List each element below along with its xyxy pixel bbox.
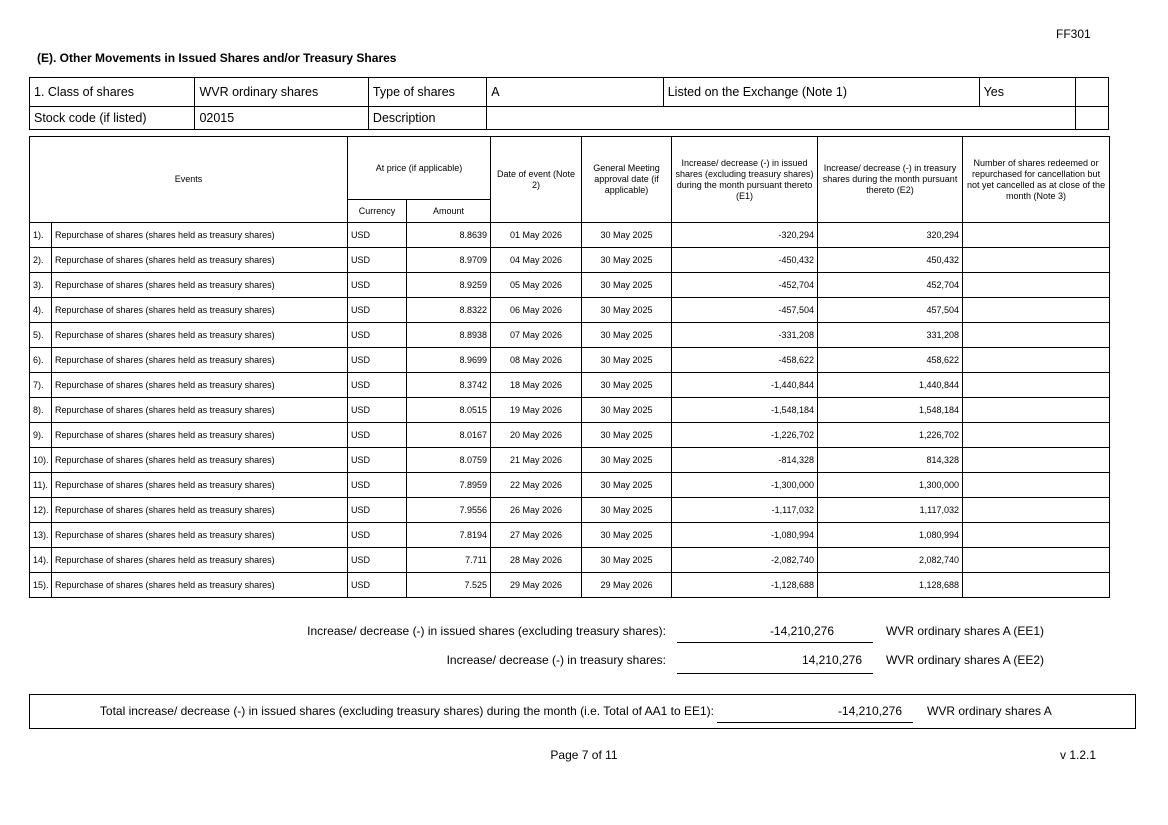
- listed-extra-cell: [1075, 78, 1108, 107]
- redeemed-cell: [963, 323, 1110, 348]
- total-value: -14,210,276: [837, 704, 902, 718]
- e2-cell: 458,622: [818, 348, 963, 373]
- e2-cell: 2,082,740: [818, 548, 963, 573]
- currency-cell: USD: [348, 498, 407, 523]
- event-description: Repurchase of shares (shares held as treasury shares): [52, 548, 348, 573]
- date-of-event-cell: 04 May 2026: [491, 248, 582, 273]
- row-number: 3).: [30, 273, 52, 298]
- e2-cell: 450,432: [818, 248, 963, 273]
- date-of-event-cell: 06 May 2026: [491, 298, 582, 323]
- e2-cell: 452,704: [818, 273, 963, 298]
- e1-cell: -2,082,740: [672, 548, 818, 573]
- redeemed-header: Number of shares redeemed or repurchased for cancellation but not yet cancelled as at close of the month (Note 3): [963, 137, 1110, 223]
- table-row: [30, 223, 1110, 248]
- e1-cell: -452,704: [672, 273, 818, 298]
- e1-header: Increase/ decrease (-) in issued shares (excluding treasury shares) during the month pursuant thereto (E1): [672, 137, 818, 223]
- class-of-shares-value: WVR ordinary shares: [195, 78, 368, 107]
- currency-cell: USD: [348, 548, 407, 573]
- e2-cell: 1,080,994: [818, 523, 963, 548]
- description-value: [487, 107, 1076, 130]
- currency-header: Currency: [348, 200, 407, 223]
- date-of-event-cell: 08 May 2026: [491, 348, 582, 373]
- redeemed-cell: [963, 573, 1110, 598]
- redeemed-cell: [963, 348, 1110, 373]
- amount-cell: 8.3742: [407, 373, 491, 398]
- date-of-event-cell: 22 May 2026: [491, 473, 582, 498]
- section-title: (E). Other Movements in Issued Shares and/or Treasury Shares: [37, 51, 397, 65]
- e1-cell: -320,294: [672, 223, 818, 248]
- row-number: 12).: [30, 498, 52, 523]
- amount-header: Amount: [407, 200, 491, 223]
- table-row: [30, 248, 1110, 273]
- total-label: Total increase/ decrease (-) in issued shares (excluding treasury shares) during the month (i.e. Total of AA1 to EE1):: [99, 704, 714, 718]
- class-of-shares-label: 1. Class of shares: [30, 78, 195, 107]
- row-number: 14).: [30, 548, 52, 573]
- row-number: 7).: [30, 373, 52, 398]
- e2-cell: 1,117,032: [818, 498, 963, 523]
- e1-cell: -457,504: [672, 298, 818, 323]
- e1-cell: -1,440,844: [672, 373, 818, 398]
- redeemed-cell: [963, 423, 1110, 448]
- currency-cell: USD: [348, 373, 407, 398]
- e2-header: Increase/ decrease (-) in treasury shares during the month pursuant thereto (E2): [818, 137, 963, 223]
- e2-cell: 331,208: [818, 323, 963, 348]
- event-description: Repurchase of shares (shares held as treasury shares): [52, 223, 348, 248]
- currency-cell: USD: [348, 223, 407, 248]
- date-of-event-cell: 20 May 2026: [491, 423, 582, 448]
- table-row: [30, 523, 1110, 548]
- row-number: 9).: [30, 423, 52, 448]
- listed-label: Listed on the Exchange (Note 1): [663, 78, 979, 107]
- ee2-unit: WVR ordinary shares A (EE2): [886, 653, 1045, 667]
- e1-cell: -458,622: [672, 348, 818, 373]
- currency-cell: USD: [348, 573, 407, 598]
- row-number: 13).: [30, 523, 52, 548]
- row-number: 11).: [30, 473, 52, 498]
- at-price-header: At price (if applicable): [348, 137, 491, 200]
- e2-cell: 457,504: [818, 298, 963, 323]
- redeemed-cell: [963, 473, 1110, 498]
- row-number: 2).: [30, 248, 52, 273]
- amount-cell: 7.8194: [407, 523, 491, 548]
- row-number: 10).: [30, 448, 52, 473]
- ee1-unit: WVR ordinary shares A (EE1): [886, 624, 1045, 638]
- event-description: Repurchase of shares (shares held as treasury shares): [52, 398, 348, 423]
- event-description: Repurchase of shares (shares held as treasury shares): [52, 373, 348, 398]
- amount-cell: 8.9709: [407, 248, 491, 273]
- e1-cell: -1,548,184: [672, 398, 818, 423]
- ee1-label: Increase/ decrease (-) in issued shares (excluding treasury shares):: [307, 624, 666, 638]
- event-description: Repurchase of shares (shares held as treasury shares): [52, 348, 348, 373]
- currency-cell: USD: [348, 523, 407, 548]
- e2-cell: 1,226,702: [818, 423, 963, 448]
- date-of-event-cell: 19 May 2026: [491, 398, 582, 423]
- date-of-event-cell: 29 May 2026: [491, 573, 582, 598]
- amount-cell: 7.711: [407, 548, 491, 573]
- type-of-shares-value: A: [487, 78, 663, 107]
- amount-cell: 8.0515: [407, 398, 491, 423]
- e1-cell: -1,117,032: [672, 498, 818, 523]
- e1-cell: -1,128,688: [672, 573, 818, 598]
- table-row: [30, 348, 1110, 373]
- gm-approval-date-header: General Meeting approval date (if applicable): [582, 137, 672, 223]
- date-of-event-cell: 05 May 2026: [491, 273, 582, 298]
- table-row: [30, 373, 1110, 398]
- currency-cell: USD: [348, 273, 407, 298]
- e2-cell: 1,548,184: [818, 398, 963, 423]
- ee2-label: Increase/ decrease (-) in treasury shares:: [446, 653, 666, 667]
- amount-cell: 7.9556: [407, 498, 491, 523]
- e2-cell: 814,328: [818, 448, 963, 473]
- stock-code-label: Stock code (if listed): [30, 107, 195, 130]
- currency-cell: USD: [348, 248, 407, 273]
- gm-approval-date-cell: 30 May 2025: [582, 223, 672, 248]
- row-number: 6).: [30, 348, 52, 373]
- amount-cell: 8.0167: [407, 423, 491, 448]
- row-number: 8).: [30, 398, 52, 423]
- ee1-underline: [677, 642, 873, 643]
- table-row: [30, 323, 1110, 348]
- amount-cell: 7.8959: [407, 473, 491, 498]
- currency-cell: USD: [348, 298, 407, 323]
- event-description: Repurchase of shares (shares held as treasury shares): [52, 298, 348, 323]
- event-description: Repurchase of shares (shares held as treasury shares): [52, 248, 348, 273]
- table-row: [30, 448, 1110, 473]
- ee2-value: 14,210,276: [801, 653, 862, 667]
- e1-cell: -1,300,000: [672, 473, 818, 498]
- e2-cell: 1,300,000: [818, 473, 963, 498]
- gm-approval-date-cell: 30 May 2025: [582, 373, 672, 398]
- e1-cell: -814,328: [672, 448, 818, 473]
- description-label: Description: [368, 107, 486, 130]
- gm-approval-date-cell: 30 May 2025: [582, 248, 672, 273]
- gm-approval-date-cell: 30 May 2025: [582, 323, 672, 348]
- currency-cell: USD: [348, 323, 407, 348]
- redeemed-cell: [963, 548, 1110, 573]
- date-of-event-cell: 01 May 2026: [491, 223, 582, 248]
- amount-cell: 8.8322: [407, 298, 491, 323]
- currency-cell: USD: [348, 423, 407, 448]
- type-of-shares-label: Type of shares: [368, 78, 486, 107]
- table-row: [30, 398, 1110, 423]
- gm-approval-date-cell: 30 May 2025: [582, 473, 672, 498]
- row-number: 5).: [30, 323, 52, 348]
- table-row: [30, 473, 1110, 498]
- row-number: 15).: [30, 573, 52, 598]
- total-unit: WVR ordinary shares A: [927, 704, 1052, 718]
- date-of-event-cell: 27 May 2026: [491, 523, 582, 548]
- currency-cell: USD: [348, 448, 407, 473]
- redeemed-cell: [963, 373, 1110, 398]
- share-info-table: [29, 77, 1109, 130]
- redeemed-cell: [963, 523, 1110, 548]
- stock-code-value: 02015: [195, 107, 368, 130]
- e2-cell: 1,128,688: [818, 573, 963, 598]
- amount-cell: 8.8938: [407, 323, 491, 348]
- date-of-event-header: Date of event (Note 2): [491, 137, 582, 223]
- row-number: 4).: [30, 298, 52, 323]
- currency-cell: USD: [348, 473, 407, 498]
- redeemed-cell: [963, 223, 1110, 248]
- events-table: [29, 136, 1110, 598]
- redeemed-cell: [963, 273, 1110, 298]
- redeemed-cell: [963, 448, 1110, 473]
- e2-cell: 320,294: [818, 223, 963, 248]
- table-row: [30, 423, 1110, 448]
- e2-cell: 1,440,844: [818, 373, 963, 398]
- row-number: 1).: [30, 223, 52, 248]
- e1-cell: -331,208: [672, 323, 818, 348]
- page-number: Page 7 of 11: [550, 748, 618, 762]
- event-description: Repurchase of shares (shares held as treasury shares): [52, 498, 348, 523]
- event-description: Repurchase of shares (shares held as treasury shares): [52, 273, 348, 298]
- ee2-underline: [677, 673, 873, 674]
- redeemed-cell: [963, 398, 1110, 423]
- table-row: [30, 273, 1110, 298]
- e1-cell: -1,226,702: [672, 423, 818, 448]
- table-row: [30, 548, 1110, 573]
- event-description: Repurchase of shares (shares held as treasury shares): [52, 473, 348, 498]
- gm-approval-date-cell: 30 May 2025: [582, 523, 672, 548]
- table-row: [30, 573, 1110, 598]
- redeemed-cell: [963, 498, 1110, 523]
- e1-cell: -1,080,994: [672, 523, 818, 548]
- gm-approval-date-cell: 30 May 2025: [582, 548, 672, 573]
- ee1-value: -14,210,276: [769, 624, 834, 638]
- date-of-event-cell: 21 May 2026: [491, 448, 582, 473]
- version: v 1.2.1: [1060, 748, 1097, 762]
- e1-cell: -450,432: [672, 248, 818, 273]
- gm-approval-date-cell: 30 May 2025: [582, 298, 672, 323]
- gm-approval-date-cell: 30 May 2025: [582, 448, 672, 473]
- date-of-event-cell: 28 May 2026: [491, 548, 582, 573]
- date-of-event-cell: 18 May 2026: [491, 373, 582, 398]
- amount-cell: 7.525: [407, 573, 491, 598]
- date-of-event-cell: 07 May 2026: [491, 323, 582, 348]
- gm-approval-date-cell: 30 May 2025: [582, 398, 672, 423]
- event-description: Repurchase of shares (shares held as treasury shares): [52, 448, 348, 473]
- amount-cell: 8.9699: [407, 348, 491, 373]
- gm-approval-date-cell: 30 May 2025: [582, 498, 672, 523]
- gm-approval-date-cell: 29 May 2026: [582, 573, 672, 598]
- gm-approval-date-cell: 30 May 2025: [582, 273, 672, 298]
- redeemed-cell: [963, 298, 1110, 323]
- gm-approval-date-cell: 30 May 2025: [582, 423, 672, 448]
- amount-cell: 8.0759: [407, 448, 491, 473]
- table-row: [30, 498, 1110, 523]
- description-extra-cell: [1075, 107, 1108, 130]
- listed-value: Yes: [979, 78, 1075, 107]
- event-description: Repurchase of shares (shares held as treasury shares): [52, 323, 348, 348]
- currency-cell: USD: [348, 398, 407, 423]
- form-code: FF301: [1056, 27, 1091, 41]
- events-header: Events: [30, 137, 348, 223]
- event-description: Repurchase of shares (shares held as treasury shares): [52, 423, 348, 448]
- amount-cell: 8.9259: [407, 273, 491, 298]
- amount-cell: 8.8639: [407, 223, 491, 248]
- gm-approval-date-cell: 30 May 2025: [582, 348, 672, 373]
- event-description: Repurchase of shares (shares held as treasury shares): [52, 573, 348, 598]
- total-underline: [717, 722, 913, 723]
- date-of-event-cell: 26 May 2026: [491, 498, 582, 523]
- redeemed-cell: [963, 248, 1110, 273]
- event-description: Repurchase of shares (shares held as treasury shares): [52, 523, 348, 548]
- table-row: [30, 298, 1110, 323]
- currency-cell: USD: [348, 348, 407, 373]
